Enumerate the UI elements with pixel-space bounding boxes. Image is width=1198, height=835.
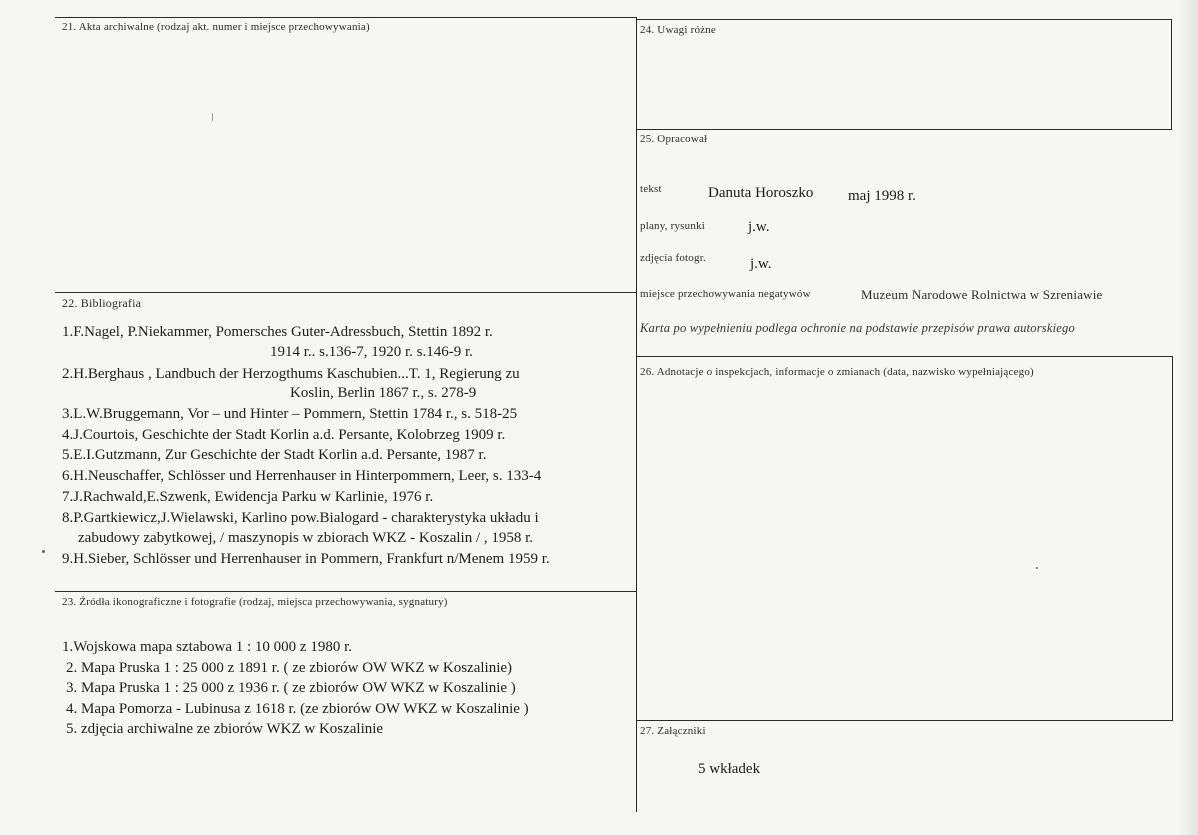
scan-speck: [1036, 567, 1038, 569]
bibliography-line: Koslin, Berlin 1867 r., s. 278-9: [290, 385, 477, 401]
author-date: maj 1998 r.: [848, 188, 916, 204]
right-border-lower: [1172, 356, 1173, 721]
scan-edge-shadow: [1178, 0, 1198, 835]
copyright-note: Karta po wypełnieniu podlega ochronie na podstawie przepisów prawa autorskiego: [640, 321, 1075, 335]
storage-label: miejsce przechowywania negatywów: [640, 288, 811, 300]
bibliography-line: 8.P.Gartkiewicz,J.Wielawski, Karlino pow.Bialogard - charakterystyka układu i: [62, 510, 539, 526]
top-border-left: [55, 17, 637, 18]
section-26-label: 26. Adnotacje o inspekcjach, informacje o zmianach (data, nazwisko wypełniającego): [640, 366, 1034, 378]
top-border-right: [637, 19, 1172, 20]
plany-value: j.w.: [748, 219, 770, 235]
storage-value: Muzeum Narodowe Rolnictwa w Szreniawie: [861, 287, 1103, 302]
bibliography-line: zabudowy zabytkowej, / maszynopis w zbiorach WKZ - Koszalin / , 1958 r.: [78, 530, 534, 546]
iconographic-source-line: 5. zdjęcia archiwalne ze zbiorów WKZ w Koszalinie: [66, 721, 384, 737]
right-border-upper: [1171, 19, 1172, 130]
author-name: Danuta Horoszko: [708, 185, 814, 201]
bibliography-line: 1.F.Nagel, P.Niekammer, Pomersches Guter-Adressbuch, Stettin 1892 r.: [62, 324, 493, 340]
bibliography-line: 2.H.Berghaus , Landbuch der Herzogthums Kaschubien...T. 1, Regierung zu: [62, 366, 520, 382]
zdjecia-value: j.w.: [750, 256, 772, 272]
section-22-label: 22. Bibliografia: [62, 296, 142, 310]
tekst-label: tekst: [640, 183, 662, 195]
iconographic-source-line: 3. Mapa Pruska 1 : 25 000 z 1936 r. ( ze zbiorów OW WKZ w Koszalinie ): [66, 680, 516, 696]
iconographic-source-line: 1.Wojskowa mapa sztabowa 1 : 10 000 z 1980 r.: [62, 639, 352, 655]
section-27-label: 27. Załączniki: [640, 725, 706, 737]
bibliography-line: 6.H.Neuschaffer, Schlösser und Herrenhauser in Hinterpommern, Leer, s. 133-4: [62, 468, 542, 484]
plany-label: plany, rysunki: [640, 220, 706, 232]
bibliography-line: 3.L.W.Bruggemann, Vor – und Hinter – Pommern, Stettin 1784 r., s. 518-25: [62, 406, 518, 422]
scan-speck: [42, 550, 45, 553]
bibliography-line: 5.E.I.Gutzmann, Zur Geschichte der Stadt Korlin a.d. Persante, 1987 r.: [62, 447, 487, 463]
scan-speck: [212, 113, 213, 121]
bibliography-line: 7.J.Rachwald,E.Szwenk, Ewidencja Parku w Karlinie, 1976 r.: [62, 489, 434, 505]
center-divider: [636, 17, 637, 812]
bibliography-line: 4.J.Courtois, Geschichte der Stadt Korlin a.d. Persante, Kolobrzeg 1909 r.: [62, 427, 506, 443]
divider-21-22: [55, 292, 637, 293]
attachments-value: 5 wkładek: [698, 761, 761, 777]
divider-25-26: [637, 356, 1172, 357]
bibliography-line: 1914 r.. s.136-7, 1920 r. s.146-9 r.: [270, 344, 473, 360]
bibliography-line: 9.H.Sieber, Schlösser und Herrenhauser in Pommern, Frankfurt n/Menem 1959 r.: [62, 551, 550, 567]
section-21-label: 21. Akta archiwalne (rodzaj akt. numer i miejsce przechowywania): [62, 21, 370, 33]
zdjecia-label: zdjęcia fotogr.: [640, 252, 706, 264]
section-23-label: 23. Źródła ikonograficzne i fotografie (rodzaj, miejsca przechowywania, sygnatury): [62, 596, 448, 608]
iconographic-source-line: 4. Mapa Pomorza - Lubinusa z 1618 r. (ze zbiorów OW WKZ w Koszalinie ): [66, 701, 529, 717]
section-25-label: 25. Opracował: [640, 133, 708, 145]
section-24-label: 24. Uwagi różne: [640, 24, 717, 36]
iconographic-source-line: 2. Mapa Pruska 1 : 25 000 z 1891 r. ( ze zbiorów OW WKZ w Koszalinie): [66, 660, 513, 676]
divider-26-27: [637, 720, 1172, 721]
divider-24-25: [637, 129, 1172, 130]
divider-22-23: [55, 591, 637, 592]
